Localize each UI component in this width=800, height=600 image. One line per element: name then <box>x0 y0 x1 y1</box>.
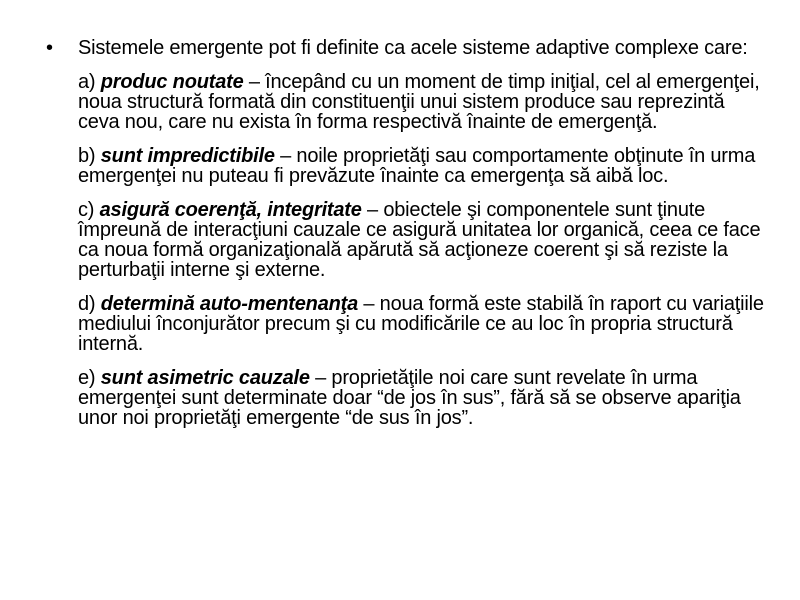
slide-content <box>46 38 766 428</box>
item-description: – obiectele şi componentele sunt ţinute împreună de interacţiuni cauzale ce asigură unitatea lor organică, ceea ce face ca noua formă organizaţională apărută să acţioneze coerent şi să reziste la perturbaţii interne şi externe. <box>78 199 761 281</box>
item-description: – proprietăţile noi care sunt revelate în urma emergenţei sunt determinate doar “de jos în sus”, fără să se observe apariţia unor noi proprietăţi emergente “de sus în jos”. <box>78 367 741 429</box>
bullet-intro <box>46 38 766 58</box>
item-description: – noile proprietăţi sau comportamente obţinute în urma emergenţei nu puteau fi prevăzute înainte ca emergenţa să aibă loc. <box>78 145 756 187</box>
intro-text: Sistemele emergente pot fi definite ca acele sisteme adaptive complexe care: <box>78 37 748 59</box>
item-b <box>46 146 766 186</box>
item-e <box>46 368 766 428</box>
item-description: – noua formă este stabilă în raport cu variaţiile mediului înconjurător precum şi cu modificările ce au loc în propria structură internă. <box>78 293 764 355</box>
item-term: determină auto-mentenanţa <box>100 293 359 315</box>
item-d <box>46 294 766 354</box>
item-letter: c) <box>78 199 95 221</box>
item-description: – începând cu un moment de timp iniţial, cel al emergenţei, noua structură formată din constituenţii unui sistem produce sau reprezintă ceva nou, care nu exista în forma respectivă înainte de emergenţă. <box>78 71 760 133</box>
item-term: sunt asimetric cauzale <box>100 367 310 389</box>
item-letter: a) <box>78 71 96 93</box>
item-term: sunt impredictibile <box>100 145 275 167</box>
bullet-icon: • <box>46 37 53 59</box>
item-term: produc noutate <box>100 71 244 93</box>
item-c <box>46 200 766 280</box>
item-letter: e) <box>78 367 96 389</box>
item-letter: b) <box>78 145 96 167</box>
item-a <box>46 72 766 132</box>
item-letter: d) <box>78 293 96 315</box>
item-term: asigură coerenţă, integritate <box>99 199 362 221</box>
